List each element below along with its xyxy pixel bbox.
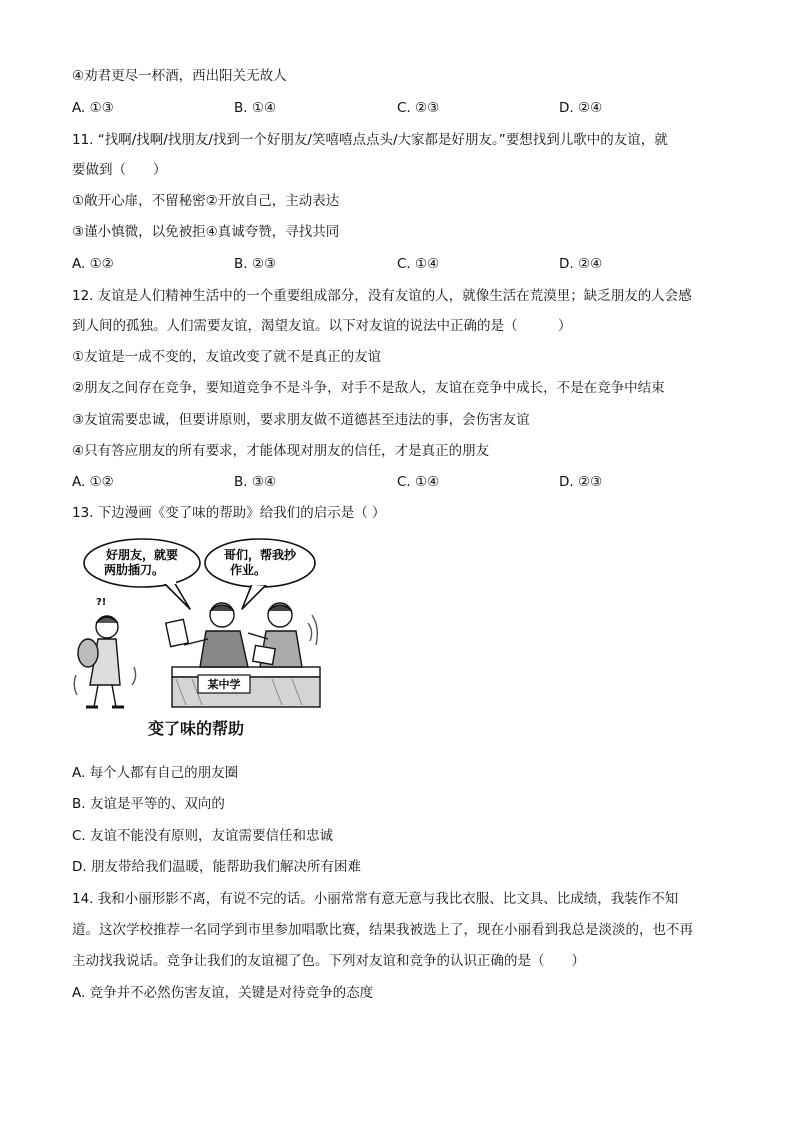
speech-bubble-right — [205, 539, 315, 609]
bubble-right-text-2: 作业。 — [229, 563, 267, 577]
q10-option-a[interactable]: A. ①③ — [72, 100, 114, 116]
desk-sign-text: 某中学 — [207, 678, 241, 691]
students-at-desk — [166, 603, 318, 667]
q12-options — [72, 472, 732, 492]
q12-stem-line-1: 12. 友谊是人们精神生活中的一个重要组成部分，没有友谊的人，就像生活在荒漠里；缺乏朋友的人会感 — [72, 288, 692, 304]
comic-illustration — [72, 535, 322, 713]
q10-option-d[interactable]: D. ②④ — [559, 100, 603, 116]
q10-option-b[interactable]: B. ①④ — [234, 100, 277, 116]
q12-item-2: ②朋友之间存在竞争，要知道竞争不是斗争，对手不是敌人，友谊在竞争中成长，不是在竞争中结束 — [72, 380, 665, 396]
q11-stem-line-2: 要做到（ ） — [72, 162, 167, 178]
q13-option-c[interactable]: C. 友谊不能没有原则，友谊需要信任和忠诚 — [72, 828, 334, 844]
q11-option-a[interactable]: A. ①② — [72, 256, 114, 272]
q12-stem-line-2: 到人间的孤独。人们需要友谊，渴望友谊。以下对友谊的说法中正确的是（ ） — [72, 318, 572, 334]
q11-items-2: ③谨小慎微，以免被拒④真诚夸赞，寻找共同 — [72, 224, 340, 240]
q12-item-1: ①友谊是一成不变的，友谊改变了就不是真正的友谊 — [72, 349, 382, 365]
q14-stem-line-3: 主动找我说话。竞争让我们的友谊褪了色。下列对友谊和竞争的认识正确的是（ ） — [72, 953, 585, 969]
q14-option-a[interactable]: A. 竞争并不必然伤害友谊，关键是对待竞争的态度 — [72, 985, 374, 1001]
q13-stem: 13. 下边漫画《变了味的帮助》给我们的启示是（ ） — [72, 505, 386, 521]
bubble-left-text-1: 好朋友，就要 — [105, 548, 179, 562]
q11-option-b[interactable]: B. ②③ — [234, 256, 277, 272]
q11-items-1: ①敞开心扉，不留秘密②开放自己，主动表达 — [72, 193, 340, 209]
q11-option-d[interactable]: D. ②④ — [559, 256, 603, 272]
q12-option-c[interactable]: C. ①④ — [397, 474, 440, 490]
q13-option-a[interactable]: A. 每个人都有自己的朋友圈 — [72, 765, 239, 781]
q11-options — [72, 254, 732, 274]
q12-option-a[interactable]: A. ①② — [72, 474, 114, 490]
bubble-right-text-1: 哥们，帮我抄 — [223, 548, 297, 562]
q13-option-b[interactable]: B. 友谊是平等的、双向的 — [72, 796, 225, 812]
desk — [172, 667, 320, 707]
q10-item-4: ④劝君更尽一杯酒，西出阳关无故人 — [72, 68, 287, 84]
q12-item-3: ③友谊需要忠诚，但要讲原则，要求朋友做不道德甚至违法的事，会伤害友谊 — [72, 412, 530, 428]
q11-option-c[interactable]: C. ①④ — [397, 256, 440, 272]
q14-stem-line-1: 14. 我和小丽形影不离，有说不完的话。小丽常常有意无意与我比衣服、比文具、比成绩，我装作不知 — [72, 891, 679, 907]
q14-stem-line-2: 道。这次学校推荐一名同学到市里参加唱歌比赛，结果我被选上了，现在小丽看到我总是淡淡的，也不再 — [72, 922, 693, 938]
bubble-left-text-2: 两肋插刀。 — [103, 563, 165, 577]
q12-item-4: ④只有答应朋友的所有要求，才能体现对朋友的信任，才是真正的朋友 — [72, 443, 490, 459]
q13-option-d[interactable]: D. 朋友带给我们温暖，能帮助我们解决所有困难 — [72, 859, 361, 875]
q11-stem-line-1: 11. “找啊/找啊/找朋友/找到一个好朋友/笑嘻嘻点点头/大家都是好朋友。”要想找到儿歌中的友谊，就 — [72, 132, 668, 148]
q12-option-b[interactable]: B. ③④ — [234, 474, 277, 490]
q12-option-d[interactable]: D. ②③ — [559, 474, 603, 490]
confused-mark: ?! — [96, 597, 107, 608]
q10-options — [72, 98, 732, 118]
q10-option-c[interactable]: C. ②③ — [397, 100, 440, 116]
comic-caption: 变了味的帮助 — [148, 719, 245, 738]
confused-student-figure — [74, 597, 135, 707]
